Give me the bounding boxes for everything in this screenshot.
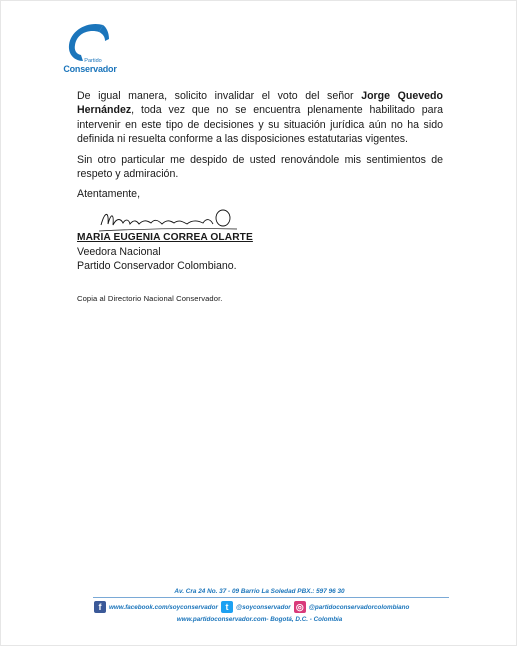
signer-name: MARIA EUGENIA CORREA OLARTE bbox=[77, 232, 253, 243]
instagram-icon[interactable]: ◎ bbox=[294, 601, 306, 613]
twitter-link[interactable]: @soyconservador bbox=[235, 603, 291, 611]
paragraph1-end: , toda vez que no se encuentra plenamente habilitado para intervenir en este tipo de decisiones y su situación jurídica aún no ha sido definida ni resuelta conforme a las disposiciones estatutarias vigentes. bbox=[77, 104, 443, 146]
twitter-icon[interactable]: t bbox=[221, 601, 233, 613]
footer-address: Av. Cra 24 No. 37 - 09 Barrio La Soledad PBX.: 597 96 30 bbox=[174, 588, 345, 595]
paragraph-invalidate-vote bbox=[77, 89, 443, 147]
facebook-icon[interactable]: f bbox=[94, 601, 106, 613]
facebook-link[interactable]: www.facebook.com/soyconservador bbox=[109, 603, 218, 611]
handwritten-signature bbox=[99, 207, 239, 233]
footer-social-links bbox=[91, 600, 409, 614]
logo-big-text: Conservador bbox=[63, 63, 117, 74]
instagram-link[interactable]: @partidoconservadorcolombiano bbox=[308, 603, 410, 611]
paragraph1-start: De igual manera, solicito invalidar el voto del señor bbox=[77, 90, 362, 102]
copy-note: Copia al Directorio Nacional Conservador. bbox=[77, 294, 223, 303]
footer-website[interactable]: www.partidoconservador.com- Bogotá, D.C. - Colombia bbox=[176, 616, 343, 623]
closing: Atentamente, bbox=[77, 188, 141, 200]
logo-small-text: Partido bbox=[84, 58, 102, 64]
logo-wordmark bbox=[59, 59, 121, 74]
paragraph-farewell: Sin otro particular me despido de usted renovándole mis sentimientos de respeto y admiración. bbox=[77, 154, 443, 181]
signer-role: Veedora Nacional bbox=[77, 246, 161, 258]
signer-party: Partido Conservador Colombiano. bbox=[77, 260, 237, 272]
footer-divider bbox=[93, 597, 449, 598]
named-person: Jorge Quevedo Hernández bbox=[77, 90, 443, 117]
